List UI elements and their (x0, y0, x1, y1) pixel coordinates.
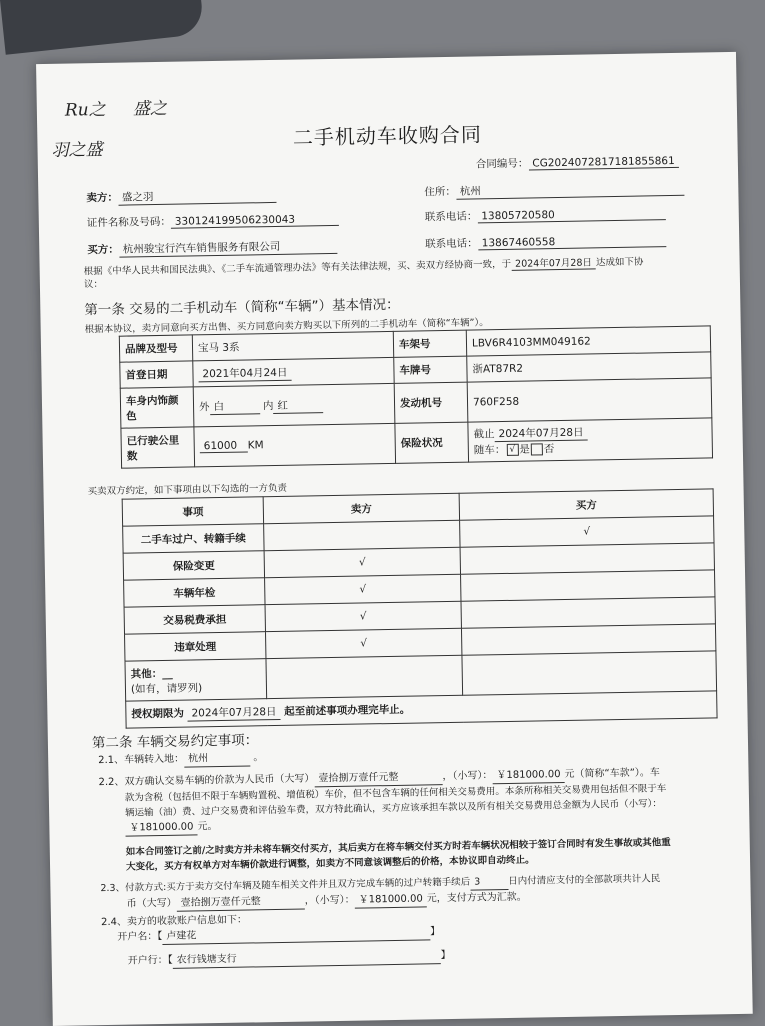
clause-2-4: 2.4、卖方的收款账户信息如下： 开户名：【 卢建花 】 开户行：【 农行钱塘支行 】 (101, 904, 742, 970)
responsibility-table (122, 488, 718, 728)
engine-label: 发动机号 (394, 382, 468, 423)
authorization-deadline: 授权期限为 2024年07月28日 起至前述事项办理完毕止。 (126, 691, 717, 728)
reg-date-label: 首登日期 (120, 361, 193, 388)
handwriting-mark: 羽之盛 (51, 139, 103, 161)
color-value: 外 白 内 红 (193, 383, 395, 427)
seller-check: √ (264, 547, 460, 577)
table-row: 交易税费承担 (124, 605, 265, 634)
table-row: 违章处理 (125, 632, 266, 661)
no-checkbox[interactable] (531, 443, 543, 455)
seller-phone: 联系电话： 13805720580 (425, 205, 666, 224)
buyer-check: √ (460, 516, 714, 547)
clause-2-1: 2.1、车辆转入地： 杭州 。 (98, 752, 264, 767)
clause-2-3: 2.3、付款方式:买方于卖方交付车辆及随车相关文件并且双方完成车辆的过户转籍手续后 3 日内付清应支付的全部款项共计人民 币（大写） 壹拾捌万壹仟元整 ，（小写）： ￥181000.00 元，支付方式为汇款。 (100, 870, 740, 913)
seller-check: √ (265, 601, 461, 631)
table-row: 二手车过户、转籍手续 (123, 524, 264, 553)
article2-heading: 第二条 车辆交易约定事项： (91, 732, 259, 752)
contract-number: 合同编号： CG2024072817181855861 (476, 153, 679, 172)
clause-bold-notice: 如本合同签订之前/之时卖方并未将车辆交付买方，其后卖方在将车辆交付买方时若车辆状况相较于签订合同时有发生事故或其他重 大变化，买方有权单方对车辆价款进行调整，如卖方不同意该调整后的价格，本协议即自动终止。 (125, 837, 671, 873)
page-title: 二手机动车收购合同 (292, 122, 483, 150)
seller-check: √ (265, 574, 461, 604)
other-items: 其他：__ (如有，请罗列) (125, 659, 267, 701)
brand-value: 宝马 3系 (192, 331, 393, 361)
seller-address: 住所： 杭州 (424, 180, 684, 201)
intro-text-end: 议： (83, 278, 104, 291)
header-buyer: 买方 (459, 489, 713, 520)
vin-value: LBV6R4103MM049162 (466, 326, 710, 356)
engine-value: 760F258 (467, 378, 712, 422)
yes-checkbox[interactable]: √ (506, 444, 518, 456)
seller-name: 卖方： 盛之羽 (86, 187, 276, 206)
contract-paper (36, 52, 753, 1026)
table-row: 保险变更 (123, 551, 264, 580)
insurance-label: 保险状况 (395, 422, 469, 463)
reg-date-value: 2021年04月24日 (193, 357, 394, 387)
color-label: 车身内饰颜色 (120, 387, 194, 428)
mileage-value: 61000 KM (194, 423, 396, 467)
plate-label: 车牌号 (394, 356, 467, 383)
clause-2-2: 2.2、双方确认交易车辆的价款为人民币（大写） 壹拾捌万壹仟元整 ，（小写）： ￥181000.00 元（简称“车款”）。车 款为含税（包括但不限于车辆购置税、增值税）车价，但不包含车辆的任何相关交易费用。本条所称相关交易费用包括但不限于车 辆运输（油）费、过户交易费和评估验车费，双方特此确认，买方应该承担车款以及所有相关交易费用总金额为人民币（小写）： ￥181000.00 元。 (98, 764, 739, 837)
seller-id: 证件名称及号码： 330124199506230043 (87, 211, 339, 230)
plate-value: 浙AT87R2 (467, 352, 711, 382)
responsibility-caption: 买卖双方约定，如下事项由以下勾选的一方负责 (87, 482, 288, 498)
article1-heading: 第一条 交易的二手机动车（简称“车辆”）基本情况： (84, 296, 400, 319)
buyer-name: 买方： 杭州骏宝行汽车销售服务有限公司 (87, 238, 337, 258)
handwriting-mark: 盛之 (132, 98, 168, 120)
mileage-label: 已行驶公里数 (121, 427, 195, 468)
insurance-value: 截止 2024年07月28日 随车： √ 是 否 (468, 418, 713, 462)
vin-label: 车架号 (393, 330, 466, 357)
article1-intro: 根据本协议，卖方同意向买方出售、买方同意向卖方购买以下所列的二手机动车（简称“车辆”）。 (84, 317, 489, 336)
seller-check: √ (265, 628, 461, 658)
handwriting-mark: Ru之 (64, 99, 106, 121)
brand-label: 品牌及型号 (119, 335, 192, 362)
seller-check (264, 520, 460, 550)
intro-text: 根据《中华人民共和国民法典》、《二手车流通管理办法》等有关法律法规，买、卖双方经协商一致，于 2024年07月28日 达成如下协 (84, 254, 644, 279)
header-item: 事项 (122, 497, 263, 526)
buyer-phone: 联系电话： 13867460558 (425, 232, 666, 251)
table-row: 车辆年检 (124, 578, 265, 607)
keyboard-background (0, 0, 205, 55)
vehicle-info-table (119, 325, 713, 468)
header-seller: 卖方 (263, 493, 459, 523)
